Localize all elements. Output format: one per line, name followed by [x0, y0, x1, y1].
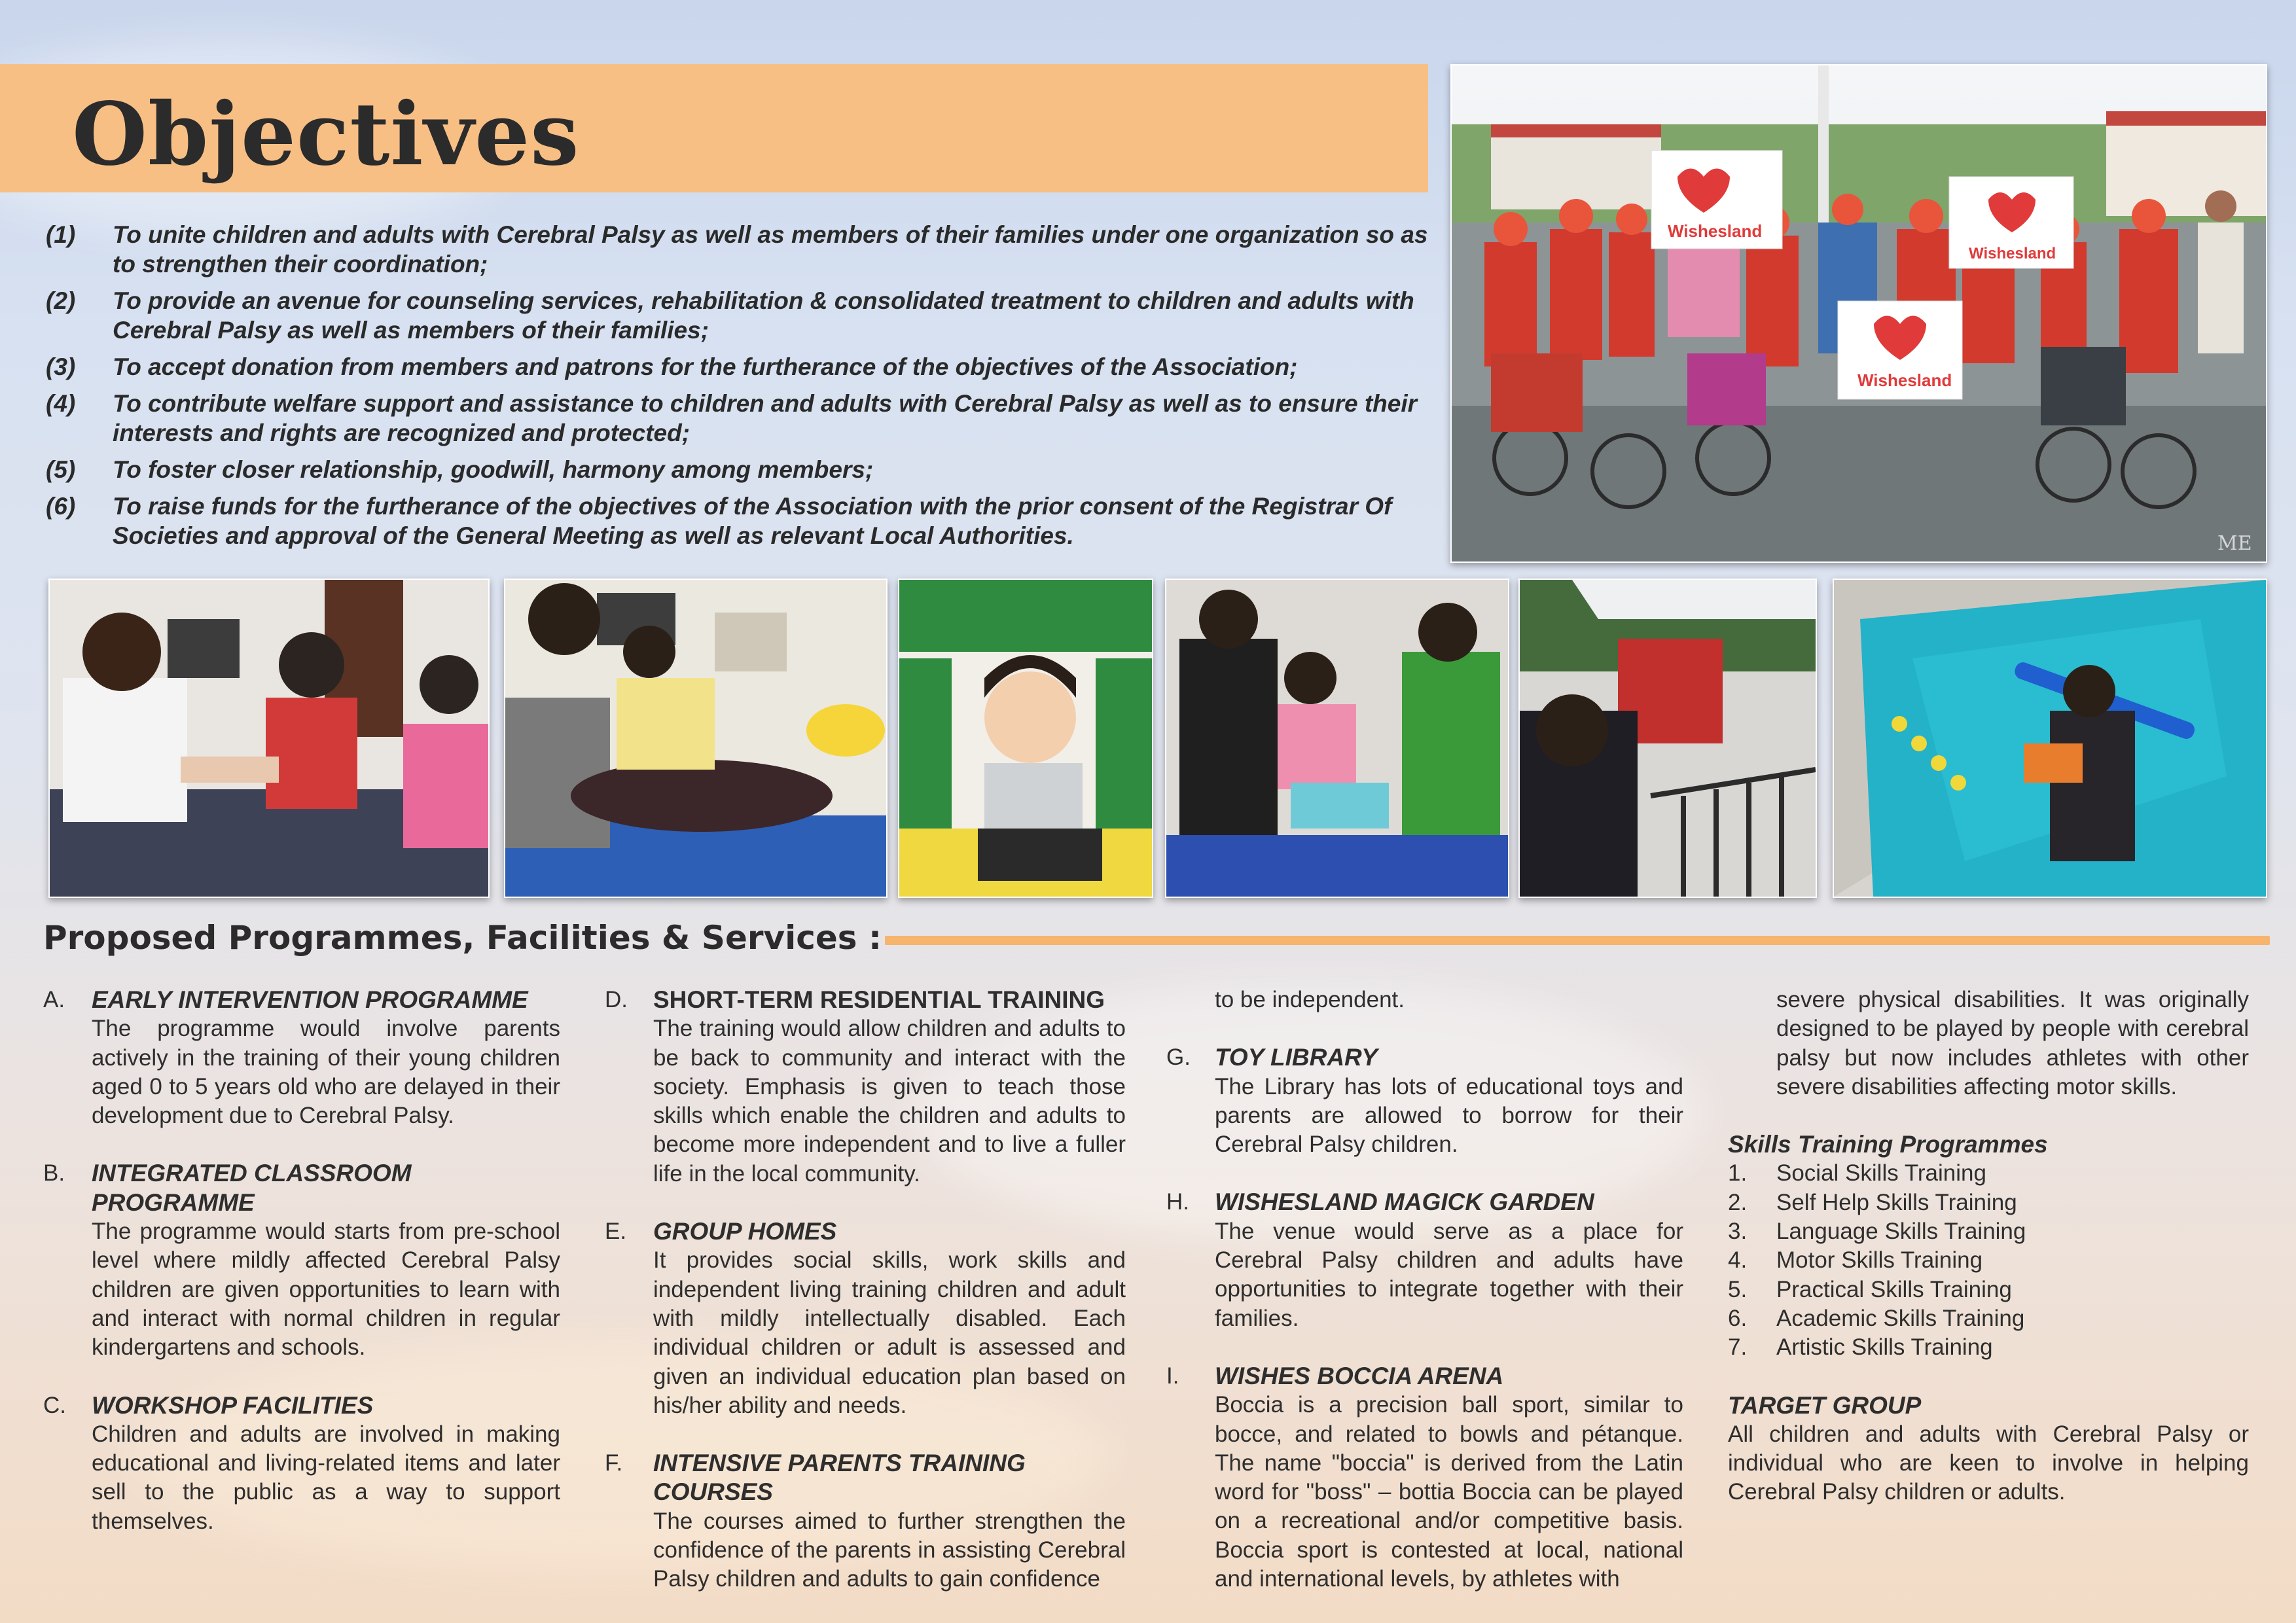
objectives-list: [46, 220, 1453, 558]
programme-item: [605, 986, 1126, 1188]
list-number: 6.: [1728, 1305, 1748, 1331]
programme-letter: C.: [43, 1392, 66, 1418]
programme-item: [1166, 1188, 1683, 1332]
programme-item: [605, 1449, 1126, 1594]
list-label: Social Skills Training: [1776, 1160, 1986, 1186]
programme-title: WISHES BOCCIA ARENA: [1215, 1362, 1504, 1389]
objective-text: To contribute welfare support and assistance to children and adults with Cerebral Palsy as well as to ensure their interests and rights are recognized and protected;: [113, 390, 1418, 446]
programme-item: [43, 1391, 560, 1536]
programme-letter: E.: [605, 1219, 627, 1245]
programme-letter: D.: [605, 987, 628, 1012]
objective-text: To unite children and adults with Cerebral Palsy as well as members of their families under one organization so as to strengthen their coordination;: [113, 221, 1428, 277]
list-number: 5.: [1728, 1276, 1748, 1302]
list-number: 7.: [1728, 1334, 1748, 1361]
programmes-column-2: [605, 986, 1126, 1594]
list-item: [1728, 1246, 2249, 1275]
list-number: 4.: [1728, 1247, 1748, 1274]
programme-body-continued: to be independent.: [1215, 987, 1405, 1012]
list-label: Language Skills Training: [1776, 1219, 2026, 1245]
objective-number: (3): [46, 353, 76, 380]
programme-letter: H.: [1166, 1189, 1189, 1215]
programme-title: SHORT-TERM RESIDENTIAL TRAINING: [653, 986, 1105, 1013]
objective-number: (4): [46, 390, 76, 417]
therapy-photo-1: [48, 579, 490, 898]
objective-item: [46, 389, 1453, 448]
programme-body: The training would allow children and adults to be back to community and interact with the society. Emphasis is given to teach those skills which enable the children and adults to become more independent and to live a fuller life in the local community.: [653, 1016, 1126, 1186]
flag-label: Wishesland: [1857, 370, 1952, 390]
objective-item: [46, 220, 1453, 279]
therapy-photo-art: [50, 580, 488, 897]
flag-label: Wishesland: [1668, 221, 1763, 241]
list-number: 2.: [1728, 1189, 1748, 1215]
programme-title: WORKSHOP FACILITIES: [92, 1391, 374, 1419]
list-item: [1728, 1275, 2249, 1304]
programme-item: [1166, 1043, 1683, 1159]
objective-item: [46, 455, 1453, 484]
target-group-heading: TARGET GROUP: [1728, 1391, 1922, 1419]
list-item: [1728, 1188, 2249, 1217]
objective-text: To provide an avenue for counseling services, rehabilitation & consolidated treatment to children and adults with Cerebral Palsy as well as members of their families;: [113, 287, 1414, 344]
programme-letter: B.: [43, 1160, 65, 1186]
programme-item: [1166, 1362, 1683, 1594]
objective-text: To raise funds for the furtherance of the objectives of the Association with the prior consent of the Registrar Of Societies and approval of the General Meeting as well as relevant Local Authorities.: [113, 493, 1392, 549]
list-label: Self Help Skills Training: [1776, 1189, 2017, 1215]
list-item: [1728, 1333, 2249, 1362]
programmes-column-3: [1166, 986, 1683, 1594]
programme-continuation: [1728, 986, 2249, 1101]
objective-text: To foster closer relationship, goodwill, harmony among members;: [113, 456, 874, 483]
group-photo: [1450, 64, 2267, 563]
programme-body: The Library has lots of educational toys and parents are allowed to borrow for their Cerebral Palsy children.: [1215, 1073, 1683, 1158]
programme-letter: A.: [43, 987, 65, 1012]
therapy-photo-art: [505, 580, 886, 897]
therapy-photo-art: [1834, 580, 2266, 897]
skills-list: [1728, 1159, 2249, 1362]
programme-title: GROUP HOMES: [653, 1218, 837, 1245]
programmes-column-4: [1728, 986, 2249, 1507]
target-group-body: All children and adults with Cerebral Palsy or individual who are keen to involve in helping Cerebral Palsy children or adults.: [1728, 1421, 2249, 1505]
list-item: [1728, 1217, 2249, 1246]
programme-title: EARLY INTERVENTION PROGRAMME: [92, 986, 528, 1013]
list-item: [1728, 1304, 2249, 1333]
programme-continuation: [1166, 986, 1683, 1014]
programme-title: TOY LIBRARY: [1215, 1044, 1378, 1071]
objective-item: [46, 286, 1453, 345]
programme-body: Boccia is a precision ball sport, similar to bocce, and related to bowls and pétanque. The name "boccia" is derived from the Latin word for "boss" – bottia Boccia can be played on a recreational and/or competitive basis. Boccia sport is contested at local, national and international levels, by athletes with: [1215, 1392, 1683, 1592]
programme-letter: F.: [605, 1450, 623, 1476]
programme-body: It provides social skills, work skills and independent living training children and adult with mildly intellectually disabled. Each individual children or adult is assessed and given an individual education plan based on his/her ability and needs.: [653, 1247, 1126, 1418]
programme-title: INTENSIVE PARENTS TRAINING COURSES: [653, 1450, 1026, 1506]
photo-watermark: ME: [2217, 532, 2252, 555]
therapy-photo-3: [898, 579, 1153, 898]
page-title: Objectives: [72, 84, 580, 185]
list-label: Practical Skills Training: [1776, 1276, 2012, 1302]
list-label: Academic Skills Training: [1776, 1305, 2025, 1331]
programme-letter: G.: [1166, 1044, 1191, 1071]
therapy-photo-6: [1833, 579, 2267, 898]
programme-body: Children and adults are involved in making educational and living-related items and later sell to the public as a way to support themselves.: [92, 1421, 560, 1534]
objective-item: [46, 352, 1453, 382]
objective-text: To accept donation from members and patrons for the furtherance of the objectives of the Association;: [113, 353, 1298, 380]
list-label: Motor Skills Training: [1776, 1247, 1983, 1274]
group-photo-art: [1452, 65, 2266, 562]
programme-body: The courses aimed to further strengthen the confidence of the parents in assisting Cerebral Palsy children and adults to gain confidence: [653, 1508, 1126, 1592]
list-label: Artistic Skills Training: [1776, 1334, 1993, 1361]
programme-item: [43, 986, 560, 1130]
section-divider: [885, 936, 2270, 945]
objective-number: (1): [46, 221, 76, 248]
objective-number: (5): [46, 456, 76, 483]
programme-body: The programme would starts from pre-school level where mildly affected Cerebral Palsy children are given opportunities to learn with and interact with normal children in regular kindergartens and schools.: [92, 1219, 560, 1361]
therapy-photo-5: [1518, 579, 1817, 898]
objective-number: (2): [46, 287, 76, 314]
programme-title: WISHESLAND MAGICK GARDEN: [1215, 1188, 1594, 1216]
therapy-photo-art: [1166, 580, 1508, 897]
list-number: 1.: [1728, 1160, 1748, 1186]
programme-title: INTEGRATED CLASSROOM PROGRAMME: [92, 1160, 412, 1216]
therapy-photo-4: [1165, 579, 1509, 898]
list-number: 3.: [1728, 1219, 1748, 1245]
objective-item: [46, 491, 1453, 550]
programme-letter: I.: [1166, 1363, 1179, 1389]
programme-item: [605, 1217, 1126, 1420]
flag-label: Wishesland: [1969, 245, 2056, 262]
list-item: [1728, 1159, 2249, 1188]
skills-heading: Skills Training Programmes: [1728, 1131, 2048, 1158]
programme-body: The venue would serve as a place for Cerebral Palsy children and adults have opportunities to integrate together with their families.: [1215, 1218, 1683, 1331]
therapy-photo-art: [1520, 580, 1816, 897]
programme-item: [43, 1159, 560, 1362]
therapy-photo-2: [504, 579, 888, 898]
programmes-column-1: [43, 986, 560, 1536]
programme-body-continued: severe physical disabilities. It was originally designed to be played by people with cerebral palsy but now includes athletes with other severe disabilities affecting motor skills.: [1776, 987, 2249, 1099]
section-heading: Proposed Programmes, Facilities & Services :: [43, 919, 882, 957]
objective-number: (6): [46, 493, 76, 520]
programme-body: The programme would involve parents actively in the training of their young children aged 0 to 5 years old who are delayed in their development due to Cerebral Palsy.: [92, 1016, 560, 1129]
therapy-photo-art: [899, 580, 1152, 897]
